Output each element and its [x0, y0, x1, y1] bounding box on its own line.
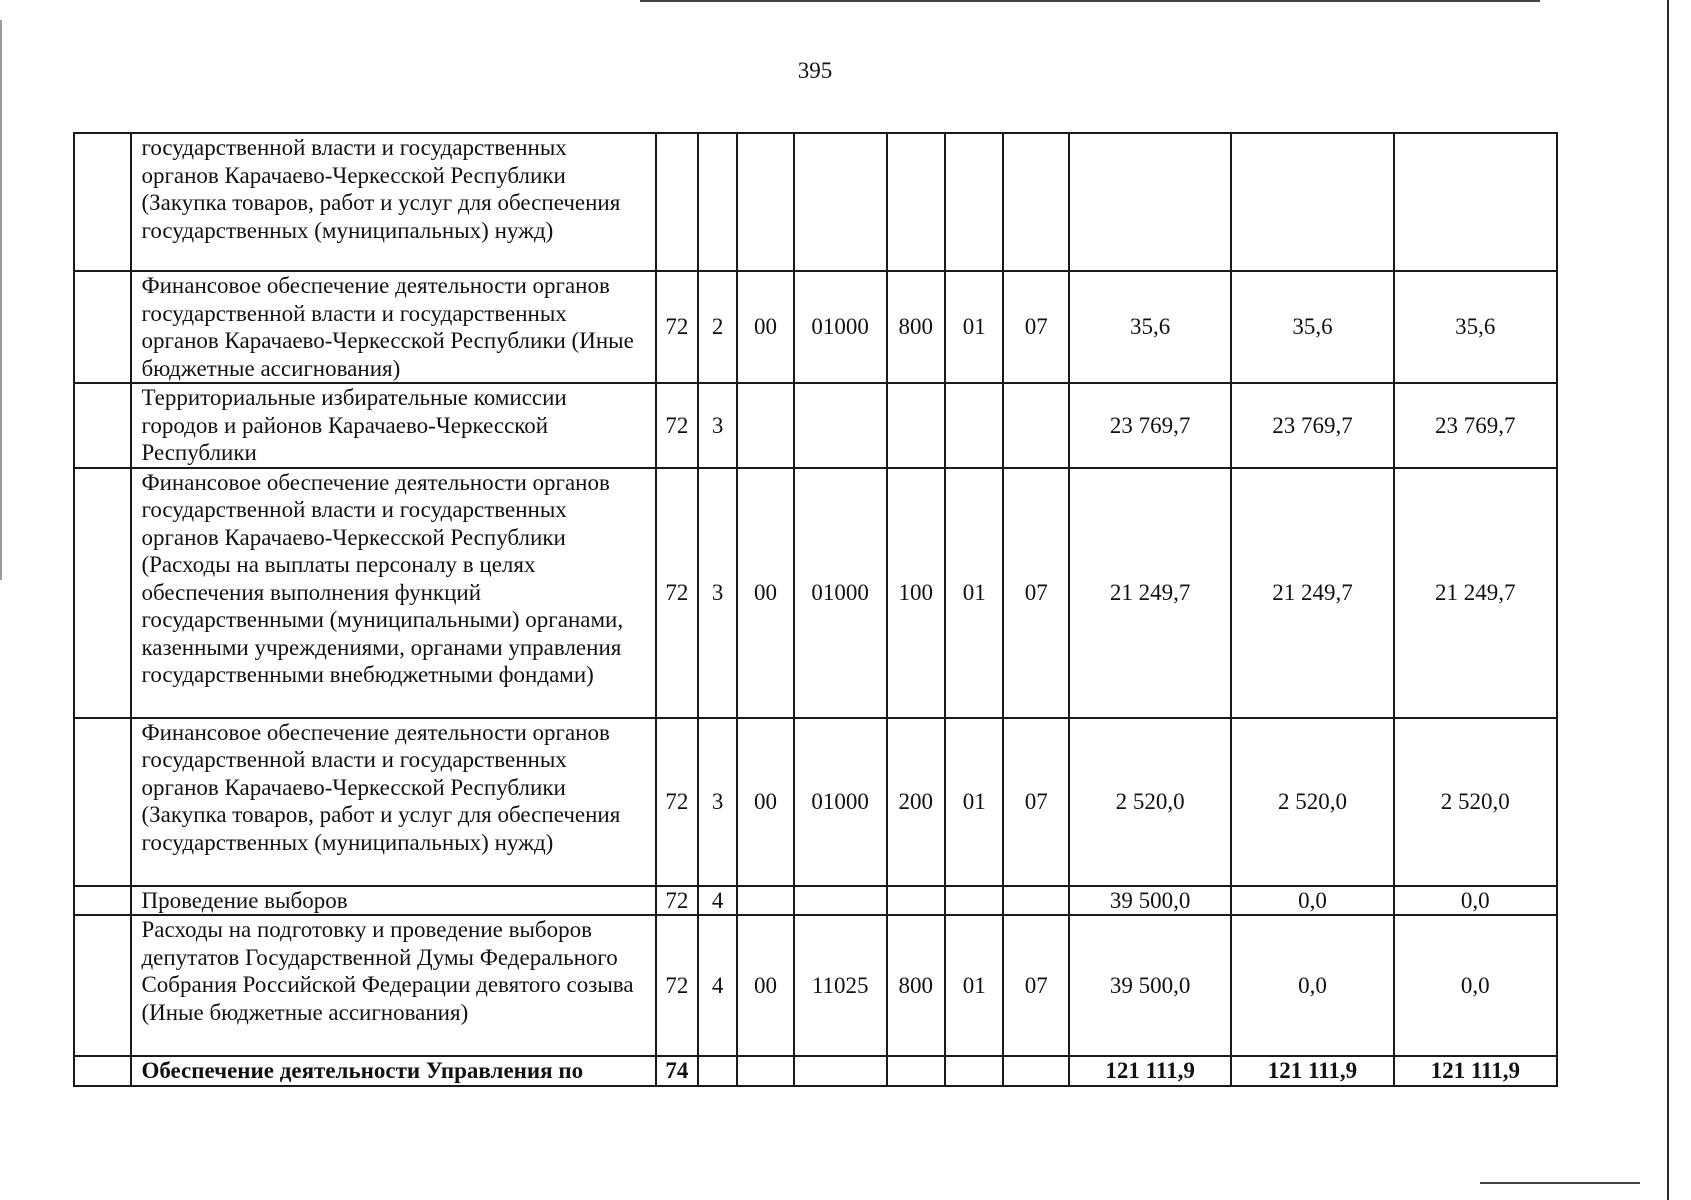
- code-cell-5: 200: [887, 718, 945, 886]
- code-cell-3: 00: [737, 915, 793, 1056]
- code-cell-1: 72: [656, 718, 698, 886]
- code-cell-3: [737, 133, 793, 271]
- code-cell-4: [794, 383, 887, 468]
- code-cell-6: [945, 886, 1003, 916]
- description-cell: Расходы на подготовку и проведение выборов депутатов Государственной Думы Федерального Собрания Российской Федерации девятого созыва (Иные бюджетные ассигнования): [131, 915, 655, 1056]
- code-cell-6: 01: [945, 915, 1003, 1056]
- code-cell-4: [794, 886, 887, 916]
- code-cell-2: 3: [698, 718, 737, 886]
- code-cell-3: [737, 383, 793, 468]
- amount-cell-1: 39 500,0: [1069, 886, 1231, 916]
- code-cell-4: 01000: [794, 271, 887, 383]
- amount-cell-3: 121 111,9: [1394, 1056, 1557, 1086]
- code-cell-5: 100: [887, 468, 945, 718]
- description-cell: Финансовое обеспечение деятельности органов государственной власти и государственных органов Карачаево-Черкесской Республики (Закупка товаров, работ и услуг для обеспечения государственных (муниципальных) нужд): [131, 718, 655, 886]
- amount-cell-1: 121 111,9: [1069, 1056, 1231, 1086]
- code-cell-5: [887, 383, 945, 468]
- row-number-cell: [74, 271, 131, 383]
- code-cell-1: 72: [656, 915, 698, 1056]
- amount-cell-3: 0,0: [1394, 886, 1557, 916]
- code-cell-3: 00: [737, 718, 793, 886]
- page-number: 395: [797, 58, 833, 83]
- code-cell-7: [1003, 133, 1069, 271]
- row-number-cell: [74, 718, 131, 886]
- row-number-cell: [74, 886, 131, 916]
- code-cell-1: 72: [656, 271, 698, 383]
- code-cell-3: [737, 886, 793, 916]
- code-cell-1: 72: [656, 886, 698, 916]
- code-cell-2: 3: [698, 383, 737, 468]
- description-cell: Финансовое обеспечение деятельности органов государственной власти и государственных органов Карачаево-Черкесской Республики (Расходы на выплаты персоналу в целях обеспечения выполнения функций государственными (муниципальными) органами, казенными учреждениями, органами управления государственными внебюджетными фондами): [131, 468, 655, 718]
- description-cell: Проведение выборов: [131, 886, 655, 916]
- code-cell-7: 07: [1003, 468, 1069, 718]
- code-cell-2: 4: [698, 915, 737, 1056]
- code-cell-4: [794, 133, 887, 271]
- code-cell-3: 00: [737, 271, 793, 383]
- amount-cell-2: 0,0: [1231, 886, 1393, 916]
- amount-cell-1: 21 249,7: [1069, 468, 1231, 718]
- amount-cell-1: 35,6: [1069, 271, 1231, 383]
- table-row: [74, 468, 1557, 718]
- table-row: [74, 915, 1557, 1056]
- code-cell-2: 3: [698, 468, 737, 718]
- amount-cell-1: 39 500,0: [1069, 915, 1231, 1056]
- code-cell-6: [945, 133, 1003, 271]
- table-row: [74, 383, 1557, 468]
- code-cell-5: 800: [887, 271, 945, 383]
- row-number-cell: [74, 133, 131, 271]
- table-row: [74, 271, 1557, 383]
- amount-cell-3: 2 520,0: [1394, 718, 1557, 886]
- code-cell-7: [1003, 383, 1069, 468]
- budget-table-body: [74, 133, 1557, 1086]
- row-number-cell: [74, 1056, 131, 1086]
- code-cell-6: [945, 383, 1003, 468]
- code-cell-1: 72: [656, 468, 698, 718]
- code-cell-2: 4: [698, 886, 737, 916]
- code-cell-1: 74: [656, 1056, 698, 1086]
- table-row-total: [74, 1056, 1557, 1086]
- amount-cell-3: [1394, 133, 1557, 271]
- code-cell-6: 01: [945, 271, 1003, 383]
- scan-edge-right: [1667, 0, 1669, 1200]
- description-cell: государственной власти и государственных органов Карачаево-Черкесской Республики (Закупка товаров, работ и услуг для обеспечения государственных (муниципальных) нужд): [131, 133, 655, 271]
- amount-cell-2: 2 520,0: [1231, 718, 1393, 886]
- scan-edge-top: [640, 0, 1540, 2]
- amount-cell-2: 121 111,9: [1231, 1056, 1393, 1086]
- code-cell-6: 01: [945, 718, 1003, 886]
- code-cell-4: 11025: [794, 915, 887, 1056]
- row-number-cell: [74, 383, 131, 468]
- code-cell-7: [1003, 1056, 1069, 1086]
- code-cell-2: [698, 1056, 737, 1086]
- code-cell-7: 07: [1003, 718, 1069, 886]
- row-number-cell: [74, 915, 131, 1056]
- amount-cell-1: 23 769,7: [1069, 383, 1231, 468]
- code-cell-5: [887, 133, 945, 271]
- amount-cell-3: 0,0: [1394, 915, 1557, 1056]
- description-cell: Территориальные избирательные комиссии городов и районов Карачаево-Черкесской Республики: [131, 383, 655, 468]
- code-cell-7: 07: [1003, 915, 1069, 1056]
- amount-cell-2: 35,6: [1231, 271, 1393, 383]
- amount-cell-2: 23 769,7: [1231, 383, 1393, 468]
- amount-cell-2: 21 249,7: [1231, 468, 1393, 718]
- table-row: [74, 133, 1557, 271]
- amount-cell-2: [1231, 133, 1393, 271]
- amount-cell-3: 21 249,7: [1394, 468, 1557, 718]
- amount-cell-3: 35,6: [1394, 271, 1557, 383]
- code-cell-4: [794, 1056, 887, 1086]
- code-cell-1: [656, 133, 698, 271]
- code-cell-3: [737, 1056, 793, 1086]
- description-cell: Обеспечение деятельности Управления по: [131, 1056, 655, 1086]
- code-cell-2: [698, 133, 737, 271]
- code-cell-7: 07: [1003, 271, 1069, 383]
- row-number-cell: [74, 468, 131, 718]
- code-cell-6: [945, 1056, 1003, 1086]
- code-cell-5: 800: [887, 915, 945, 1056]
- code-cell-4: 01000: [794, 468, 887, 718]
- scan-edge-bottom: [1480, 1182, 1640, 1184]
- amount-cell-1: [1069, 133, 1231, 271]
- code-cell-3: 00: [737, 468, 793, 718]
- code-cell-5: [887, 1056, 945, 1086]
- code-cell-7: [1003, 886, 1069, 916]
- amount-cell-1: 2 520,0: [1069, 718, 1231, 886]
- budget-table: [73, 132, 1558, 1087]
- code-cell-6: 01: [945, 468, 1003, 718]
- amount-cell-2: 0,0: [1231, 915, 1393, 1056]
- description-cell: Финансовое обеспечение деятельности органов государственной власти и государственных органов Карачаево-Черкесской Республики (Иные бюджетные ассигнования): [131, 271, 655, 383]
- code-cell-1: 72: [656, 383, 698, 468]
- code-cell-2: 2: [698, 271, 737, 383]
- amount-cell-3: 23 769,7: [1394, 383, 1557, 468]
- table-row: [74, 886, 1557, 916]
- table-row: [74, 718, 1557, 886]
- scan-edge-left: [0, 20, 2, 580]
- code-cell-4: 01000: [794, 718, 887, 886]
- code-cell-5: [887, 886, 945, 916]
